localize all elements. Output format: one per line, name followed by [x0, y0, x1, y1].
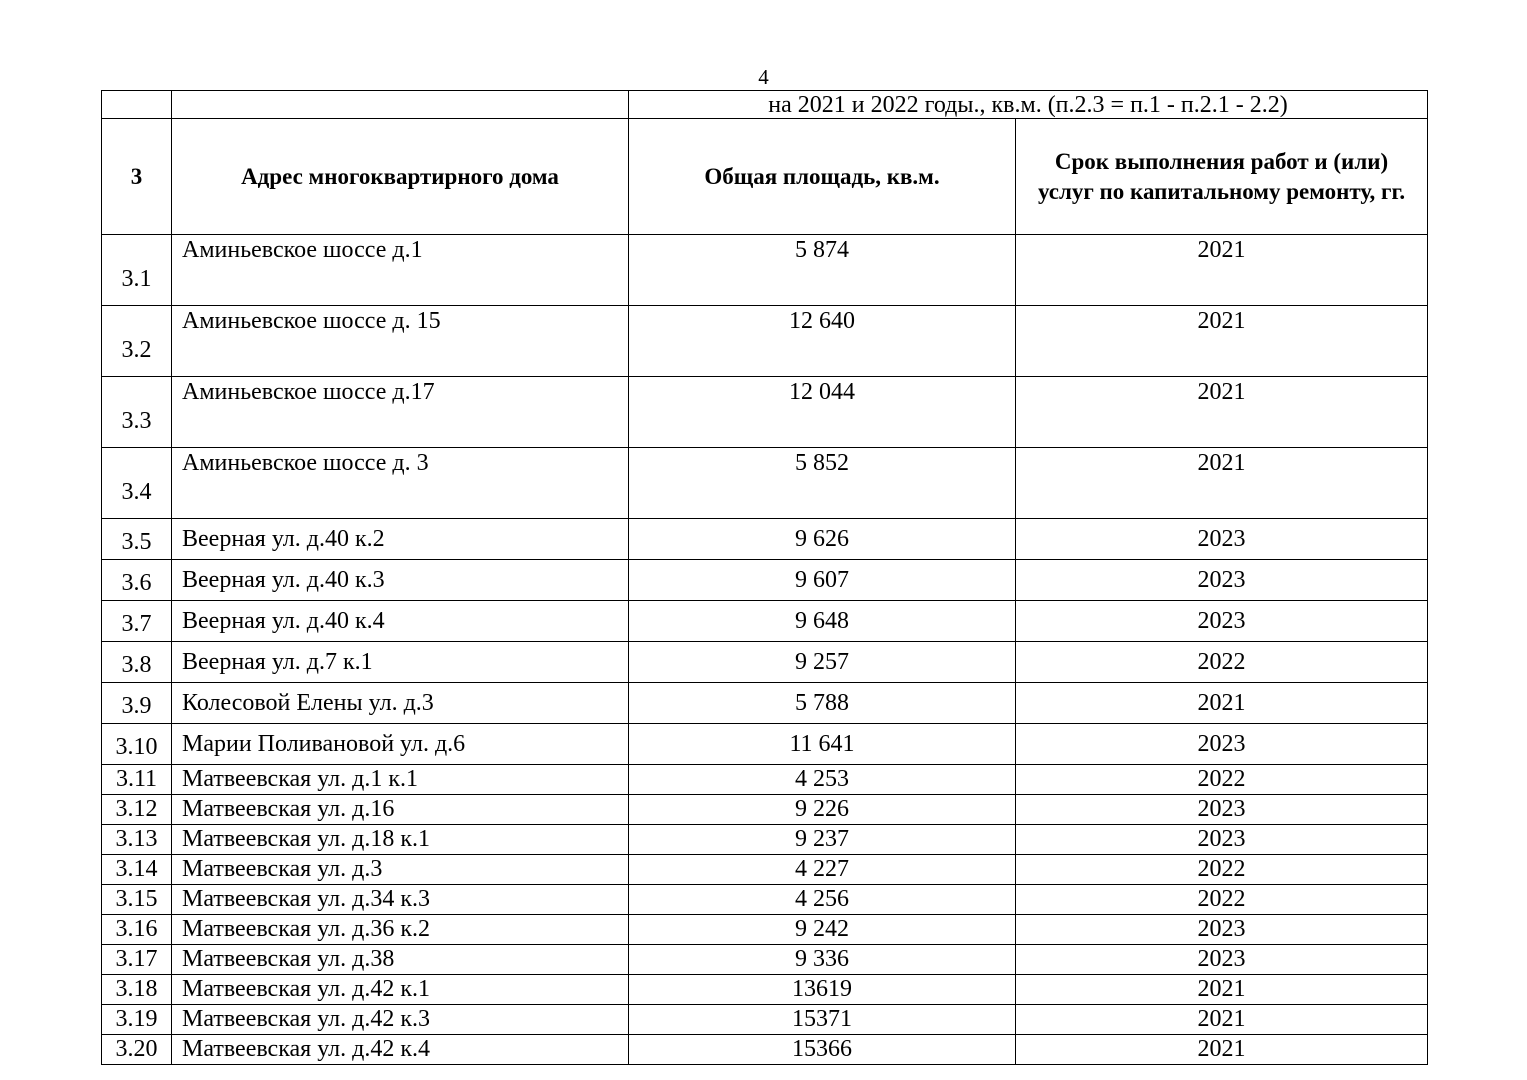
row-number: 3.14 — [102, 855, 172, 885]
row-number: 3.15 — [102, 885, 172, 915]
row-number: 3.20 — [102, 1035, 172, 1065]
row-area: 5 788 — [629, 683, 1016, 724]
continuation-text: на 2021 и 2022 годы., кв.м. (п.2.3 = п.1 - п.2.1 - 2.2) — [629, 91, 1428, 119]
row-area: 5 874 — [629, 235, 1016, 306]
row-year: 2021 — [1016, 975, 1428, 1005]
row-address: Веерная ул. д.40 к.2 — [172, 519, 629, 560]
row-number: 3.10 — [102, 724, 172, 765]
row-number: 3.4 — [102, 448, 172, 519]
row-year: 2021 — [1016, 1035, 1428, 1065]
row-year: 2022 — [1016, 885, 1428, 915]
row-year: 2021 — [1016, 235, 1428, 306]
row-area: 12 044 — [629, 377, 1016, 448]
table-row — [102, 519, 1428, 560]
row-year: 2021 — [1016, 448, 1428, 519]
row-area: 13619 — [629, 975, 1016, 1005]
row-address: Матвеевская ул. д.16 — [172, 795, 629, 825]
row-address: Матвеевская ул. д.18 к.1 — [172, 825, 629, 855]
page-number: 4 — [758, 65, 769, 89]
header-num: 3 — [102, 119, 172, 235]
row-area: 15371 — [629, 1005, 1016, 1035]
row-year: 2023 — [1016, 560, 1428, 601]
row-number: 3.3 — [102, 377, 172, 448]
row-area: 4 253 — [629, 765, 1016, 795]
row-number: 3.19 — [102, 1005, 172, 1035]
table-row — [102, 306, 1428, 377]
row-area: 9 257 — [629, 642, 1016, 683]
row-year: 2022 — [1016, 855, 1428, 885]
table-row — [102, 683, 1428, 724]
row-area: 9 626 — [629, 519, 1016, 560]
row-year: 2023 — [1016, 795, 1428, 825]
table-row — [102, 915, 1428, 945]
row-address: Матвеевская ул. д.36 к.2 — [172, 915, 629, 945]
header-row — [102, 119, 1428, 235]
row-year: 2023 — [1016, 915, 1428, 945]
row-address: Аминьевское шоссе д. 3 — [172, 448, 629, 519]
row-address: Веерная ул. д.40 к.3 — [172, 560, 629, 601]
row-year: 2021 — [1016, 1005, 1428, 1035]
row-area: 9 607 — [629, 560, 1016, 601]
row-number: 3.12 — [102, 795, 172, 825]
row-area: 9 648 — [629, 601, 1016, 642]
row-area: 9 226 — [629, 795, 1016, 825]
table-row — [102, 642, 1428, 683]
row-area: 15366 — [629, 1035, 1016, 1065]
row-number: 3.9 — [102, 683, 172, 724]
row-area: 5 852 — [629, 448, 1016, 519]
row-number: 3.13 — [102, 825, 172, 855]
row-area: 4 256 — [629, 885, 1016, 915]
row-number: 3.16 — [102, 915, 172, 945]
header-address: Адрес многоквартирного дома — [172, 119, 629, 235]
row-address: Матвеевская ул. д.34 к.3 — [172, 885, 629, 915]
row-area: 9 237 — [629, 825, 1016, 855]
header-period: Срок выполнения работ и (или) услуг по капитальному ремонту, гг. — [1016, 119, 1428, 235]
row-number: 3.11 — [102, 765, 172, 795]
table-row — [102, 795, 1428, 825]
row-year: 2023 — [1016, 945, 1428, 975]
row-year: 2023 — [1016, 825, 1428, 855]
row-address: Матвеевская ул. д.42 к.1 — [172, 975, 629, 1005]
row-number: 3.17 — [102, 945, 172, 975]
row-year: 2022 — [1016, 765, 1428, 795]
row-area: 9 242 — [629, 915, 1016, 945]
table-row — [102, 235, 1428, 306]
table-row — [102, 724, 1428, 765]
row-address: Матвеевская ул. д.1 к.1 — [172, 765, 629, 795]
table-row — [102, 825, 1428, 855]
row-area: 4 227 — [629, 855, 1016, 885]
header-area: Общая площадь, кв.м. — [629, 119, 1016, 235]
housing-table — [101, 90, 1428, 1065]
row-area: 12 640 — [629, 306, 1016, 377]
row-address: Матвеевская ул. д.38 — [172, 945, 629, 975]
row-number: 3.1 — [102, 235, 172, 306]
row-year: 2022 — [1016, 642, 1428, 683]
table-row — [102, 448, 1428, 519]
table-row — [102, 377, 1428, 448]
table-row — [102, 885, 1428, 915]
row-address: Матвеевская ул. д.42 к.3 — [172, 1005, 629, 1035]
continuation-empty-cell — [172, 91, 629, 119]
row-year: 2023 — [1016, 519, 1428, 560]
row-address: Веерная ул. д.7 к.1 — [172, 642, 629, 683]
row-number: 3.7 — [102, 601, 172, 642]
row-year: 2023 — [1016, 601, 1428, 642]
row-address: Аминьевское шоссе д.17 — [172, 377, 629, 448]
table-row — [102, 765, 1428, 795]
row-year: 2021 — [1016, 683, 1428, 724]
table-row — [102, 1005, 1428, 1035]
row-number: 3.6 — [102, 560, 172, 601]
row-number: 3.5 — [102, 519, 172, 560]
row-address: Матвеевская ул. д.42 к.4 — [172, 1035, 629, 1065]
row-address: Матвеевская ул. д.3 — [172, 855, 629, 885]
table-row — [102, 855, 1428, 885]
row-address: Аминьевское шоссе д.1 — [172, 235, 629, 306]
row-number: 3.8 — [102, 642, 172, 683]
row-year: 2023 — [1016, 724, 1428, 765]
table-row — [102, 1035, 1428, 1065]
row-number: 3.2 — [102, 306, 172, 377]
continuation-empty-cell — [102, 91, 172, 119]
table-row — [102, 601, 1428, 642]
table-row — [102, 560, 1428, 601]
row-address: Аминьевское шоссе д. 15 — [172, 306, 629, 377]
row-area: 11 641 — [629, 724, 1016, 765]
row-area: 9 336 — [629, 945, 1016, 975]
row-address: Веерная ул. д.40 к.4 — [172, 601, 629, 642]
row-address: Марии Поливановой ул. д.6 — [172, 724, 629, 765]
row-year: 2021 — [1016, 306, 1428, 377]
row-number: 3.18 — [102, 975, 172, 1005]
row-address: Колесовой Елены ул. д.3 — [172, 683, 629, 724]
table-row — [102, 945, 1428, 975]
row-year: 2021 — [1016, 377, 1428, 448]
continuation-row — [102, 91, 1428, 119]
table-row — [102, 975, 1428, 1005]
